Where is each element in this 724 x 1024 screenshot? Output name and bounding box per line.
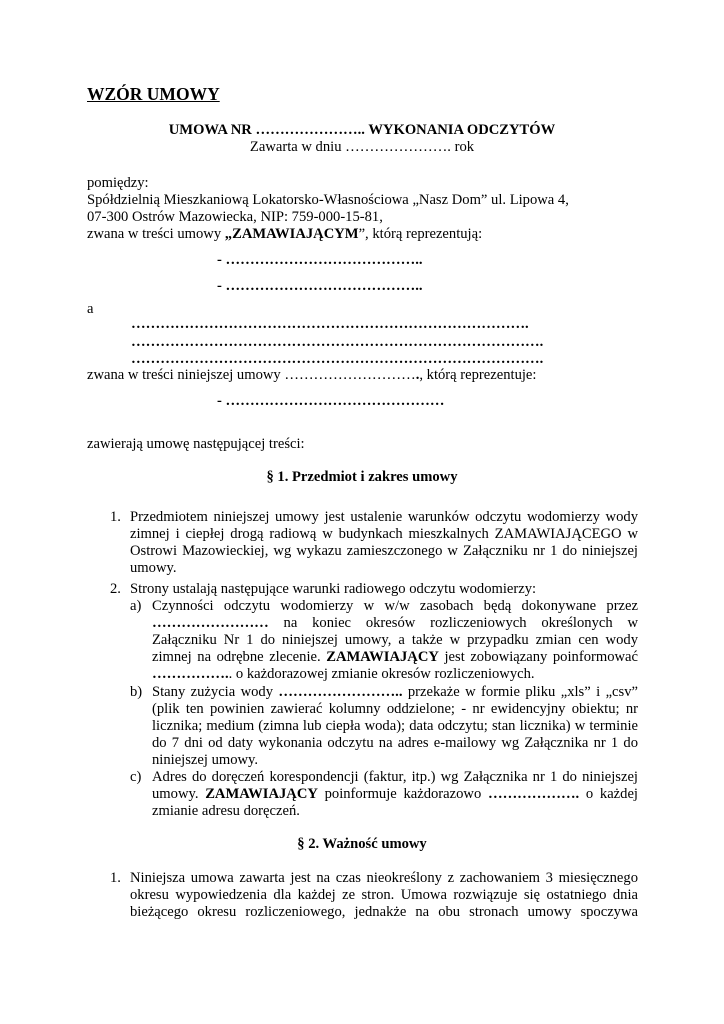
subitem-text: poinformuje każdorazowo <box>317 786 488 802</box>
item-text-line: umowy. <box>130 560 177 576</box>
subitem-text: umowy. <box>152 786 206 802</box>
party1-role-line <box>87 226 482 243</box>
subitem-text-line: zmianie adresu doręczeń. <box>152 803 300 819</box>
party2-role-line <box>87 367 536 384</box>
document-title: WZÓR UMOWY <box>87 84 220 104</box>
subitem-text-line: Adres do doręczeń korespondencji (faktur, itp.) wg Załącznika nr 1 do niniejszej <box>152 769 638 785</box>
party1-role-label: „ZAMAWIAJĄCYM <box>224 226 359 242</box>
zamawiajacy-label: ZAMAWIAJĄCY <box>205 786 318 802</box>
parties-intro: pomiędzy: <box>87 175 149 191</box>
item-text-line: Ostrowi Mazowieckiej, wg wykazu zamieszczonego w Załączniku nr 1 do niniejszej <box>130 543 638 559</box>
subitem-letter: b) <box>130 684 143 700</box>
subitem-text-line: Załączniku Nr 1 do niniejszej umowy, a także w przypadku zmian cen wody <box>152 632 638 648</box>
party2-blank-line-1: ………………………………………………………………………. <box>131 316 529 332</box>
subitem-text: zimnej na odrębne zlecenie. <box>152 649 327 665</box>
party1-name-line: Spółdzielnią Mieszkaniową Lokatorsko-Własnościowa „Nasz Dom” ul. Lipowa 4, <box>87 192 569 208</box>
subitem-text-line: Czynności odczytu wodomierzy w w/w zasobach będą dokonywane przez <box>152 598 638 614</box>
subitem-letter: a) <box>130 598 142 614</box>
subitem-text-line <box>152 615 638 632</box>
subitem-text-line <box>152 666 638 683</box>
subitem-text-line <box>152 684 638 701</box>
blank-bold: ………………. <box>487 786 580 802</box>
subitem-text-line: licznika; medium (zimna lub ciepła woda); data odczytu; stan licznika) w terminie <box>152 718 638 734</box>
subitem-text-line: (plik ten powinien zawierać kolumny oddzielone; - nr ewidencyjny obiektu; nr <box>152 701 638 717</box>
item-text-line: Przedmiotem niniejszej umowy jest ustalenie warunków odczytu wodomierzy wody <box>130 509 638 525</box>
item-number: 1. <box>110 509 121 525</box>
blank-bold: …………………… <box>152 615 269 631</box>
party2-role-dot: . <box>415 367 420 383</box>
item-number: 2. <box>110 581 121 597</box>
representative-2-blank: - ………………………………….. <box>217 278 423 294</box>
subitem-text-line: niniejszej umowy. <box>152 752 259 768</box>
blank-bold: …………………….. <box>278 684 403 700</box>
item-text-line: bieżącego okresu rozliczeniowego, jednakże na obu stronach umowy spoczywa <box>130 904 638 920</box>
subitem-text: jest zobowiązany poinformować <box>438 649 638 665</box>
party2-role-post: , którą reprezentuje: <box>419 367 537 383</box>
section1-heading: § 1. Przedmiot i zakres umowy <box>266 469 458 485</box>
section2-heading: § 2. Ważność umowy <box>297 836 427 852</box>
party1-role-post: ”, którą reprezentują: <box>358 226 483 242</box>
item-text-line: zimnej i ciepłej drogą radiową w budynkach mieszkalnych ZAMAWIAJĄCEGO w <box>130 526 638 542</box>
blank-bold: ……………. <box>152 666 229 682</box>
contract-heading: UMOWA NR ………………….. WYKONANIA ODCZYTÓW <box>168 122 556 138</box>
subitem-text: o każdej <box>579 786 638 802</box>
subitem-text: Stany zużycia wody <box>152 684 279 700</box>
subitem-text-line <box>152 649 638 666</box>
subitem-text-line: do 7 dni od daty wykonania odczytu na adres e-mailowy wg Załącznika nr 1 do <box>152 735 638 751</box>
item-text-line: okresu wypowiedzenia dla każdej ze stron. Umowa rozwiązuje się ostatniego dnia <box>130 887 638 903</box>
party2-role-pre: zwana w treści niniejszej umowy ……………………… <box>87 367 416 383</box>
party1-address-line: 07-300 Ostrów Mazowiecka, NIP: 759-000-15-81, <box>87 209 383 225</box>
subitem-text: na koniec okresów rozliczeniowych określonych w <box>268 615 638 631</box>
subitem-text-line <box>152 786 638 803</box>
party1-role-pre: zwana w treści umowy <box>87 226 225 242</box>
item-text-line: Niniejsza umowa zawarta jest na czas nieokreślony z zachowaniem 3 miesięcznego <box>130 870 638 886</box>
representative-1-blank: - ………………………………….. <box>217 252 423 268</box>
item-text-line: Strony ustalają następujące warunki radiowego odczytu wodomierzy: <box>130 581 537 597</box>
party2-blank-line-2: …………………………………………………………………………. <box>131 334 544 350</box>
subitem-text: przekaże w formie pliku „xls” i „csv” <box>402 684 638 700</box>
and-separator: a <box>87 301 94 317</box>
zamawiajacy-label: ZAMAWIAJĄCY <box>326 649 439 665</box>
subitem-text: . o każdorazowej zmianie okresów rozliczeniowych. <box>228 666 535 682</box>
item-number: 1. <box>110 870 121 886</box>
subitem-letter: c) <box>130 769 142 785</box>
representative-3-blank: - ……………………………………… <box>217 393 445 409</box>
contract-date-line: Zawarta w dniu …………………. rok <box>249 139 475 155</box>
party2-blank-line-3: …………………………………………………………………………. <box>131 351 544 367</box>
preamble: zawierają umowę następującej treści: <box>87 436 305 452</box>
